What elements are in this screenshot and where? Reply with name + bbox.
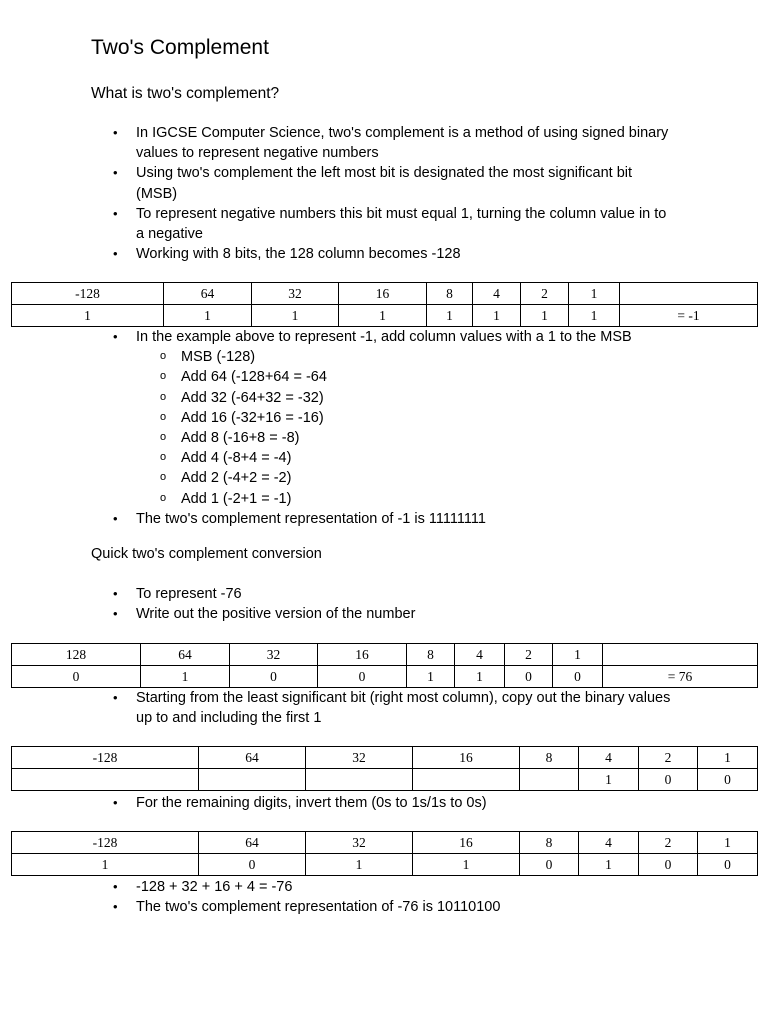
list-item — [0, 327, 676, 509]
table-cell: 64 — [141, 644, 230, 666]
table-header-row — [12, 747, 758, 769]
table-cell: 1 — [579, 769, 639, 791]
example-steps-list — [136, 347, 676, 509]
table-cell: 4 — [473, 283, 521, 305]
table-cell: 1 — [407, 666, 455, 688]
list-item: • In IGCSE Computer Science, two's complement is a method of using signed binary values to represent negative numbers — [0, 123, 676, 163]
table-cell: 32 — [306, 747, 413, 769]
table-cell: 0 — [520, 854, 579, 876]
example-bullet-text: In the example above to represent -1, add column values with a 1 to the MSB — [136, 329, 632, 345]
list-item: o Add 4 (-8+4 = -4) — [136, 448, 676, 468]
table-cell: 1 — [553, 644, 603, 666]
table-cell: 1 — [473, 305, 521, 327]
list-item: • To represent -76 — [0, 584, 676, 604]
list-item: • The two's complement representation of -76 is 10110100 — [0, 897, 676, 917]
list-item: o MSB (-128) — [136, 347, 676, 367]
table-row — [12, 666, 758, 688]
list-item: • The two's complement representation of -1 is 11111111 — [0, 509, 676, 529]
table-cell: 1 — [698, 747, 758, 769]
table-cell: 1 — [427, 305, 473, 327]
table-cell: 4 — [579, 832, 639, 854]
binary-table-76 — [11, 643, 758, 688]
table-cell: 1 — [252, 305, 339, 327]
table-cell — [12, 769, 199, 791]
what-heading: What is two's complement? — [91, 85, 280, 102]
list-item: o Add 2 (-4+2 = -2) — [136, 468, 676, 488]
table-cell: 16 — [339, 283, 427, 305]
table-cell: 0 — [553, 666, 603, 688]
table-cell: 0 — [505, 666, 553, 688]
table-cell: 4 — [579, 747, 639, 769]
list-item: o Add 32 (-64+32 = -32) — [136, 388, 676, 408]
table-cell: 1 — [164, 305, 252, 327]
table-header-row — [12, 283, 758, 305]
final-bullet-list — [0, 877, 676, 917]
quick-heading: Quick two's complement conversion — [91, 546, 322, 562]
table-cell: 32 — [230, 644, 318, 666]
table-cell — [199, 769, 306, 791]
binary-table-minus-1 — [11, 282, 758, 327]
table-cell: 128 — [12, 644, 141, 666]
table-cell: 2 — [505, 644, 553, 666]
table-cell: 64 — [199, 747, 306, 769]
intro-bullet-list — [0, 123, 676, 264]
example-bullet-list — [0, 327, 676, 529]
table-cell: 0 — [639, 769, 698, 791]
table-cell: 8 — [427, 283, 473, 305]
quick-bullet-list — [0, 584, 676, 624]
table-cell: -128 — [12, 283, 164, 305]
table-cell: 1 — [306, 854, 413, 876]
list-item: • Using two's complement the left most bit is designated the most significant bit (MSB) — [0, 163, 676, 203]
list-item: • To represent negative numbers this bit must equal 1, turning the column value in to a negative — [0, 204, 676, 244]
binary-table-partial — [11, 746, 758, 791]
table-cell: = 76 — [603, 666, 758, 688]
table-cell: 1 — [12, 854, 199, 876]
lsb-bullet-list — [0, 688, 676, 728]
table-cell: 0 — [639, 854, 698, 876]
list-item: • Write out the positive version of the number — [0, 604, 676, 624]
table-row — [12, 769, 758, 791]
table-cell: 1 — [455, 666, 505, 688]
table-cell — [306, 769, 413, 791]
table-cell: 1 — [413, 854, 520, 876]
table-cell: 2 — [639, 832, 698, 854]
table-cell: 16 — [413, 832, 520, 854]
table-cell: 8 — [407, 644, 455, 666]
list-item: • -128 + 32 + 16 + 4 = -76 — [0, 877, 676, 897]
table-row — [12, 854, 758, 876]
table-cell: -128 — [12, 747, 199, 769]
table-cell: 2 — [521, 283, 569, 305]
binary-table-minus-76 — [11, 831, 758, 876]
table-cell: 64 — [199, 832, 306, 854]
table-cell: 1 — [339, 305, 427, 327]
table-cell: 0 — [318, 666, 407, 688]
table-cell: 0 — [698, 769, 758, 791]
table-cell: -128 — [12, 832, 199, 854]
list-item: • Working with 8 bits, the 128 column becomes -128 — [0, 244, 676, 264]
table-cell: 16 — [318, 644, 407, 666]
invert-bullet-list — [0, 793, 676, 813]
table-cell — [620, 283, 758, 305]
table-cell: 8 — [520, 747, 579, 769]
table-header-row — [12, 644, 758, 666]
table-cell: 1 — [521, 305, 569, 327]
table-cell: 0 — [199, 854, 306, 876]
table-cell: 2 — [639, 747, 698, 769]
table-cell: 1 — [569, 305, 620, 327]
table-row — [12, 305, 758, 327]
table-cell: 0 — [230, 666, 318, 688]
table-cell — [413, 769, 520, 791]
list-item: o Add 16 (-32+16 = -16) — [136, 408, 676, 428]
list-item: o Add 8 (-16+8 = -8) — [136, 428, 676, 448]
list-item: • Starting from the least significant bit (right most column), copy out the binary values up to and including the first 1 — [0, 688, 676, 728]
table-cell: 1 — [12, 305, 164, 327]
table-header-row — [12, 832, 758, 854]
table-cell: 1 — [569, 283, 620, 305]
table-cell: 4 — [455, 644, 505, 666]
table-cell: 1 — [698, 832, 758, 854]
table-cell: 16 — [413, 747, 520, 769]
table-cell: 32 — [306, 832, 413, 854]
page-title: Two's Complement — [91, 36, 269, 59]
list-item: o Add 1 (-2+1 = -1) — [136, 489, 676, 509]
table-cell: 1 — [579, 854, 639, 876]
table-cell: 0 — [12, 666, 141, 688]
table-cell: = -1 — [620, 305, 758, 327]
table-cell: 1 — [141, 666, 230, 688]
table-cell — [603, 644, 758, 666]
table-cell: 64 — [164, 283, 252, 305]
table-cell: 8 — [520, 832, 579, 854]
table-cell: 32 — [252, 283, 339, 305]
table-cell — [520, 769, 579, 791]
list-item: • For the remaining digits, invert them (0s to 1s/1s to 0s) — [0, 793, 676, 813]
list-item: o Add 64 (-128+64 = -64 — [136, 367, 676, 387]
table-cell: 0 — [698, 854, 758, 876]
